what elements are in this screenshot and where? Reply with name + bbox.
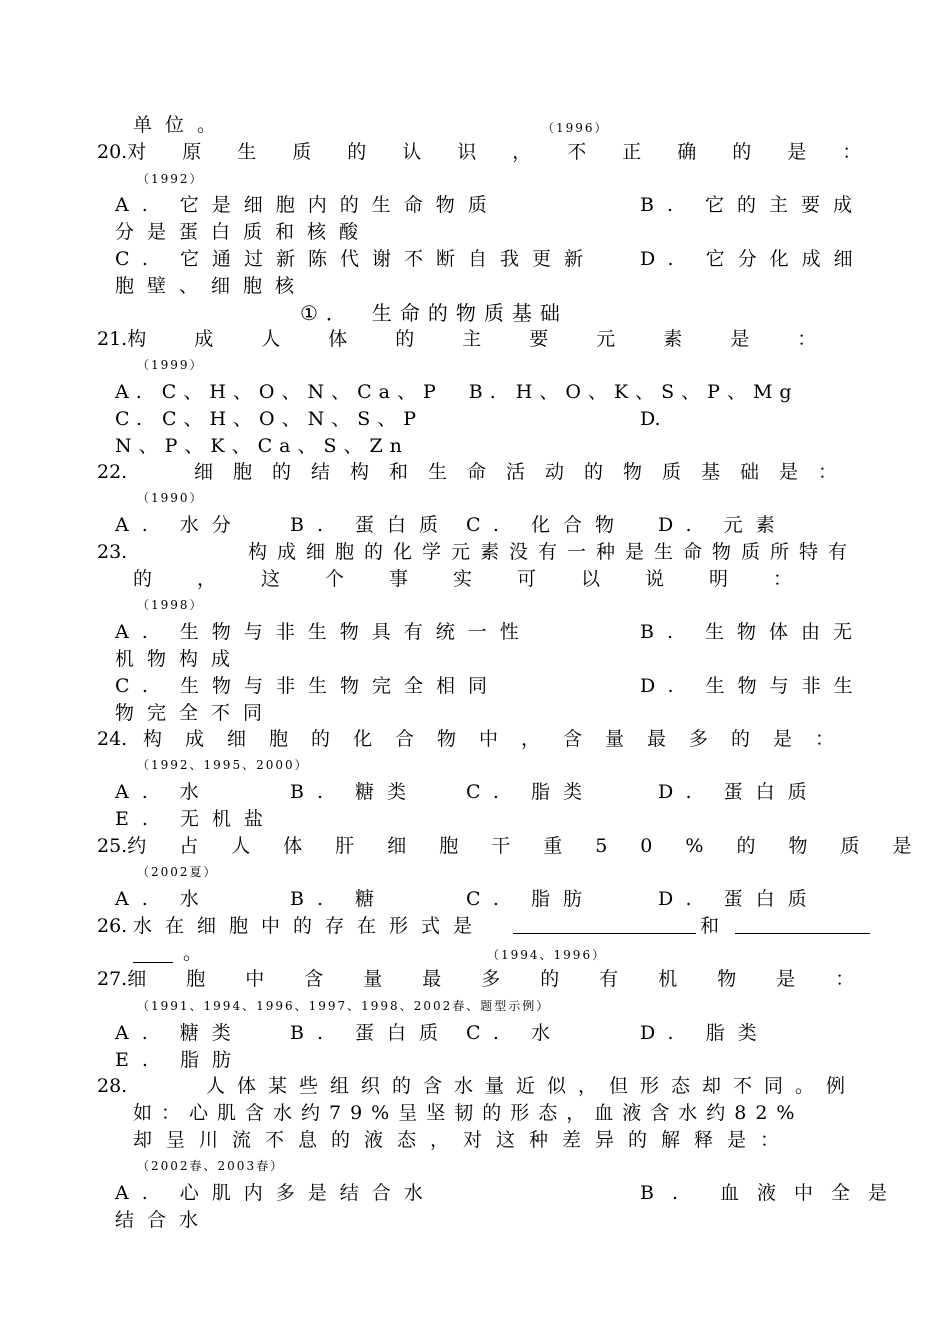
option-c: C. 它通过新陈代谢不断自我更新 [115,248,596,270]
question-text: 构成细胞的化合物中，含量最多的是： [142,728,857,750]
option-e: E. 脂肪 [115,1049,244,1071]
question-text-continued: 如：心肌含水约79%呈坚韧的形态，血液含水约82% [133,1102,804,1124]
question-number: 22. [97,461,128,483]
year-tag: （1992、1995、2000） [137,758,309,772]
option-b-continued: 机物构成 [115,648,244,670]
options-a-b: A. C、H、O、N、Ca、P B. H、O、K、S、P、Mg [115,381,799,403]
option-b: B. 生物体由无 [640,621,866,643]
year-tag: （1991、1994、1996、1997、1998、2002春、题型示例） [137,999,551,1013]
question-text: 构成人体的主要元素是： [127,328,865,350]
year-tag: （1994、1996） [487,948,607,962]
option-d-continued: N、P、K、Ca、S、Zn [115,435,409,457]
question-text: 水在细胞中的存在形式是 [133,915,486,937]
year-tag: （1999） [137,358,204,372]
question-text: 细胞中含量最多的有机物是： [127,968,895,990]
option-b: B. 糖 [290,888,388,910]
year-tag: （2002春、2003春） [137,1159,285,1173]
question-23-stem [97,541,857,563]
option-b: B. 蛋白质 [290,514,452,536]
question-number: 25. [97,835,128,857]
option-d-continued: 胞壁、细胞核 [115,275,308,297]
question-text-end: 。 [183,942,203,964]
option-b: B. 它的主要成 [640,194,866,216]
option-a: A. 水 [115,888,212,910]
option-c: C. 水 [466,1022,563,1044]
question-25-stem [97,835,945,857]
option-a: A. 心肌内多是结合水 [115,1182,436,1204]
question-27-stem [97,968,895,990]
question-number: 27. [97,968,128,990]
option-d: D. 元素 [658,514,788,536]
year-tag: （1992） [137,172,204,186]
question-text-and: 和 [700,915,720,937]
option-c: C. 脂类 [466,781,595,803]
question-text-continued: 的，这个事实可以说明： [133,568,838,590]
option-b-continued: 结合水 [115,1209,212,1231]
option-a: A. 糖类 [115,1022,244,1044]
question-21-stem [97,328,865,350]
answer-blank-1[interactable] [513,915,696,934]
continued-text: 单位。 [133,114,230,136]
option-d: D. 它分化成细 [640,248,866,270]
question-text: 约占人体肝细胞干重50%的物质是 [127,835,945,857]
question-text: 细胞的结构和生命活动的物质基础是： [193,461,857,483]
year-tag: （1996） [542,121,609,135]
option-c: C. 化合物 [466,514,627,536]
year-tag: （2002夏） [137,865,218,879]
option-a: A. 水 [115,781,212,803]
option-c: C. C、H、O、N、S、P [115,408,424,430]
year-tag: （1998） [137,598,204,612]
option-a: A. 它是细胞内的生命物质 [115,194,500,216]
question-number: 24. [97,728,128,750]
question-20-stem [97,141,898,163]
question-text: 人体某些组织的含水量近似，但形态却不同。例 [205,1075,857,1097]
question-24-stem [97,728,857,750]
question-number: 28. [97,1075,128,1097]
question-number: 26. [97,915,128,937]
option-d: D. 生物与非生 [640,675,866,697]
answer-blank-2[interactable] [735,915,870,934]
question-22-stem [97,461,857,483]
section-heading: ①． 生命的物质基础 [300,301,568,325]
option-d: D. [640,408,661,430]
option-a: A. 生物与非生物具有统一性 [115,621,532,643]
answer-blank-2-continued[interactable] [133,944,173,963]
option-a: A. 水分 [115,514,244,536]
question-28-stem [97,1075,857,1097]
year-tag: （1990） [137,491,204,505]
question-number: 23. [97,541,128,563]
option-e: E. 无机盐 [115,808,276,830]
option-d: D. 蛋白质 [658,781,820,803]
option-b: B. 血液中全是 [640,1182,906,1204]
option-b: B. 蛋白质 [290,1022,452,1044]
option-d-continued: 物完全不同 [115,702,276,724]
option-b-continued: 分是蛋白质和核酸 [115,221,372,243]
option-d: D. 蛋白质 [658,888,820,910]
option-b: B. 糖类 [290,781,420,803]
option-d: D. 脂类 [640,1022,770,1044]
question-text: 对原生质的认识，不正确的是： [127,141,898,163]
option-c: C. 生物与非生物完全相同 [115,675,500,697]
question-number: 21. [97,328,128,350]
option-c: C. 脂肪 [466,888,595,910]
question-number: 20. [97,141,128,163]
question-text-continued: 却呈川流不息的液态，对这种差异的解释是： [133,1129,794,1151]
question-text: 构成细胞的化学元素没有一种是生命物质所特有 [247,541,857,563]
